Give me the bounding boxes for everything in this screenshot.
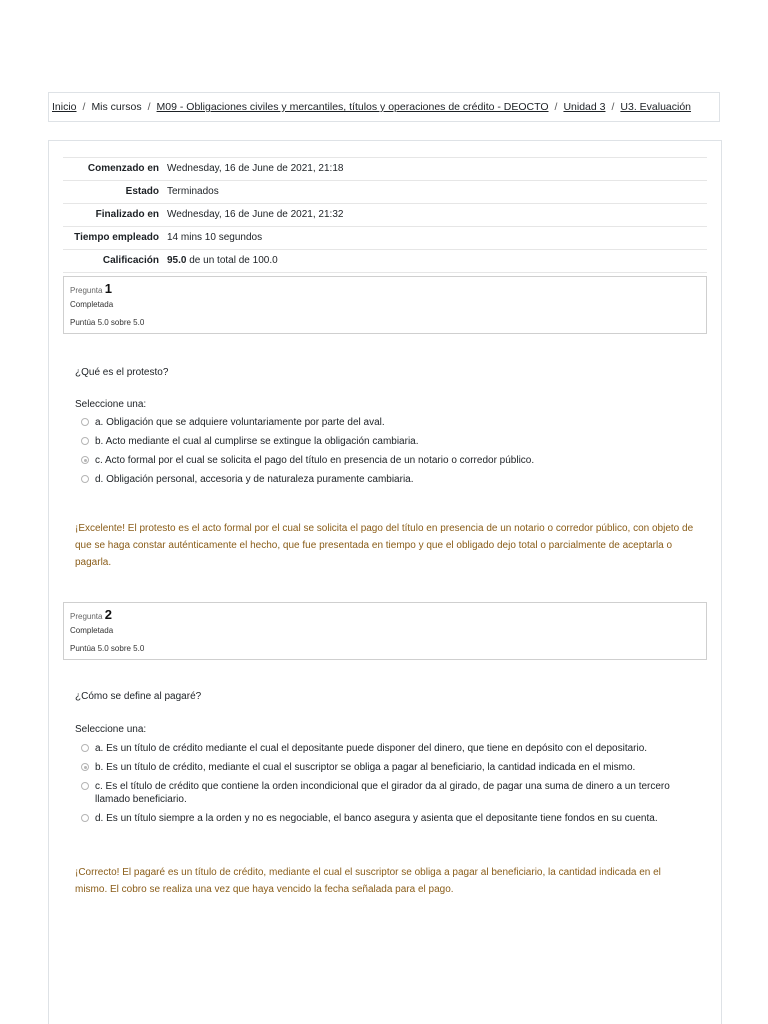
breadcrumb bbox=[48, 92, 720, 122]
question-number-value: 2 bbox=[104, 607, 112, 622]
breadcrumb-separator: / bbox=[554, 101, 558, 113]
answer-text: c. Acto formal por el cual se solicita el pago del título en presencia de un notario o corredor público. bbox=[95, 455, 535, 466]
summary-row-time-taken bbox=[63, 227, 707, 250]
question-2-answers bbox=[81, 742, 701, 831]
question-1-prompt: Seleccione una: bbox=[75, 399, 147, 410]
question-2-feedback: ¡Correcto! El pagaré es un título de crédito, mediante el cual el suscriptor se obliga a pagar al beneficiario, la cantidad indicada en el mismo. El cobro se realiza una vez que haya vencido la fecha señalada para el pago. bbox=[75, 867, 661, 895]
grade-suffix: de un total de 100.0 bbox=[189, 255, 278, 266]
radio-button[interactable] bbox=[81, 744, 89, 752]
answer-option-b[interactable] bbox=[81, 435, 701, 448]
summary-row-started bbox=[63, 158, 707, 181]
answer-text: d. Es un título siempre a la orden y no es negociable, el banco asegura y asienta que el depositante tiene fondos en su cuenta. bbox=[95, 813, 658, 824]
question-2-info bbox=[63, 602, 707, 660]
quiz-review-region bbox=[48, 140, 722, 1024]
summary-label: Finalizado en bbox=[95, 209, 159, 220]
answer-text: a. Obligación que se adquiere voluntariamente por parte del aval. bbox=[95, 417, 385, 428]
question-grade: Puntúa 5.0 sobre 5.0 bbox=[70, 644, 145, 653]
breadcrumb-activity-link[interactable]: U3. Evaluación bbox=[620, 101, 692, 113]
question-number bbox=[70, 281, 700, 296]
question-state: Completada bbox=[70, 300, 114, 309]
summary-label: Calificación bbox=[102, 255, 159, 266]
summary-row-finished bbox=[63, 204, 707, 227]
radio-button[interactable] bbox=[81, 782, 89, 790]
question-number bbox=[70, 607, 700, 622]
answer-option-c[interactable] bbox=[81, 454, 701, 467]
answer-text: a. Es un título de crédito mediante el cual el depositante puede disponer del dinero, que tiene en depósito con el depositario. bbox=[95, 743, 648, 754]
attempt-summary-table bbox=[63, 157, 707, 273]
breadcrumb-separator: / bbox=[147, 101, 151, 113]
question-label: Pregunta bbox=[70, 612, 103, 621]
radio-button[interactable] bbox=[81, 814, 89, 822]
summary-row-grade bbox=[63, 250, 707, 273]
breadcrumb-course-link[interactable]: M09 - Obligaciones civiles y mercantiles, títulos y operaciones de crédito - DEOCTO bbox=[156, 101, 549, 113]
breadcrumb-home-link[interactable]: Inicio bbox=[52, 101, 77, 113]
radio-button-selected[interactable] bbox=[81, 456, 89, 464]
summary-label: Estado bbox=[125, 186, 159, 197]
question-grade: Puntúa 5.0 sobre 5.0 bbox=[70, 318, 145, 327]
summary-value: Wednesday, 16 de June de 2021, 21:32 bbox=[167, 209, 344, 220]
answer-text: c. Es el título de crédito que contiene la orden incondicional que el girador da al girado, de pagar una suma de dinero a un tercero llamado beneficiario. bbox=[95, 781, 670, 805]
summary-grade-cell bbox=[167, 250, 707, 273]
answer-text: b. Acto mediante el cual al cumplirse se extingue la obligación cambiaria. bbox=[95, 436, 419, 447]
question-2-text: ¿Cómo se define al pagaré? bbox=[75, 691, 202, 702]
question-1-info bbox=[63, 276, 707, 334]
answer-option-d[interactable] bbox=[81, 812, 701, 825]
radio-button[interactable] bbox=[81, 475, 89, 483]
answer-option-c[interactable] bbox=[81, 780, 701, 806]
answer-option-a[interactable] bbox=[81, 742, 701, 755]
answer-text: b. Es un título de crédito, mediante el cual el suscriptor se obliga a pagar al beneficiario, la cantidad indicada en el mismo. bbox=[95, 762, 636, 773]
question-label: Pregunta bbox=[70, 286, 103, 295]
radio-button[interactable] bbox=[81, 418, 89, 426]
summary-row-state bbox=[63, 181, 707, 204]
question-state: Completada bbox=[70, 626, 114, 635]
breadcrumb-separator: / bbox=[82, 101, 86, 113]
question-1-feedback: ¡Excelente! El protesto es el acto formal por el cual se solicita el pago del título en presencia de un notario o corredor público, con objeto de que se haga constar auténticamente el hecho, que fue presentada en tiempo y que el obligado dejo total o parcialmente de aceptarla o pagarla. bbox=[75, 523, 694, 568]
grade-value: 95.0 bbox=[167, 255, 187, 266]
summary-value: Terminados bbox=[167, 186, 219, 197]
breadcrumb-my-courses: Mis cursos bbox=[91, 101, 142, 113]
breadcrumb-separator: / bbox=[611, 101, 615, 113]
question-2-prompt: Seleccione una: bbox=[75, 724, 147, 735]
summary-value: Wednesday, 16 de June de 2021, 21:18 bbox=[167, 163, 344, 174]
breadcrumb-unit-link[interactable]: Unidad 3 bbox=[563, 101, 606, 113]
answer-text: d. Obligación personal, accesoria y de naturaleza puramente cambiaria. bbox=[95, 474, 414, 485]
summary-label: Tiempo empleado bbox=[74, 232, 159, 243]
summary-value: 14 mins 10 segundos bbox=[167, 232, 263, 243]
answer-option-b[interactable] bbox=[81, 761, 701, 774]
summary-label: Comenzado en bbox=[87, 163, 159, 174]
answer-option-a[interactable] bbox=[81, 416, 701, 429]
answer-option-d[interactable] bbox=[81, 473, 701, 486]
question-1-text: ¿Qué es el protesto? bbox=[75, 367, 169, 378]
question-1-answers bbox=[81, 416, 701, 492]
radio-button-selected[interactable] bbox=[81, 763, 89, 771]
question-number-value: 1 bbox=[104, 281, 112, 296]
radio-button[interactable] bbox=[81, 437, 89, 445]
